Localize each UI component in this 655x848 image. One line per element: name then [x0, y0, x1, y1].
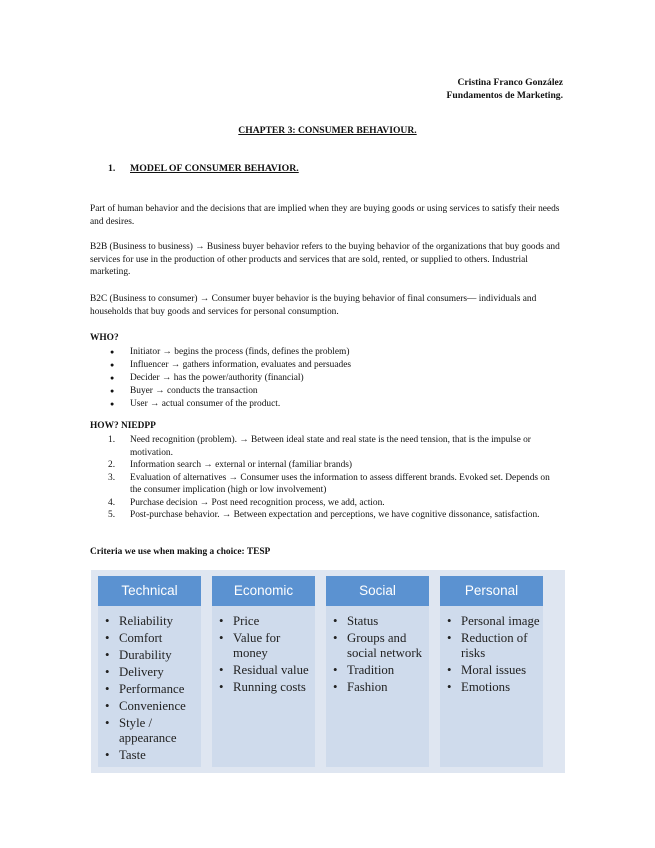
list-item: • Style / appearance — [98, 716, 201, 746]
list-item: • Fashion — [326, 680, 429, 695]
column-list — [98, 606, 201, 763]
list-item: • Status — [326, 614, 429, 629]
course-name: Fundamentos de Marketing. — [446, 90, 563, 101]
item-number: 2. — [108, 460, 116, 470]
list-item: • Delivery — [98, 665, 201, 680]
list-item — [108, 434, 553, 459]
item-text: Need recognition (problem). → Between ideal state and real state is the need tension, that is the impulse or motivation. — [130, 435, 531, 458]
item-text: Purchase decision → Post need recognition process, we add, action. — [130, 497, 385, 508]
document-header — [447, 76, 563, 102]
list-item: • Residual value — [212, 663, 315, 678]
list-item: • Value for money — [212, 631, 315, 661]
list-item: • Moral issues — [440, 663, 543, 678]
section-number: 1. — [108, 163, 116, 174]
list-item: • Reduction of risks — [440, 631, 543, 661]
list-item: ● User → actual consumer of the product. — [108, 398, 351, 411]
item-text: Information search → external or internal (familiar brands) — [130, 460, 353, 470]
list-item: • Durability — [98, 648, 201, 663]
item-text: Post-purchase behavior. → Between expectation and perceptions, we have cognitive dissonance, satisfaction. — [130, 510, 540, 520]
list-item: • Running costs — [212, 680, 315, 695]
list-item: ● Influencer → gathers information, evaluates and persuades — [108, 359, 351, 372]
list-item: • Performance — [98, 682, 201, 697]
list-item: ● Buyer → conducts the transaction — [108, 385, 351, 398]
list-item: • Reliability — [98, 614, 201, 629]
item-number: 3. — [108, 472, 116, 483]
column-list — [326, 606, 429, 695]
column-header: Economic — [212, 576, 315, 606]
list-item — [108, 497, 553, 510]
criteria-heading: Criteria we use when making a choice: TESP — [90, 547, 271, 557]
item-number: 1. — [108, 435, 116, 445]
list-item: • Tradition — [326, 663, 429, 678]
author-name: Cristina Franco González — [457, 77, 563, 88]
how-heading: HOW? NIEDPP — [90, 421, 156, 431]
b2c-paragraph: B2C (Business to consumer) → Consumer buyer behavior is the buying behavior of final consumers— individuals and households that buy goods and services for personal consumption. — [90, 294, 537, 317]
item-number: 5. — [108, 510, 116, 520]
column-header: Personal — [440, 576, 543, 606]
how-list — [108, 434, 553, 522]
list-item — [108, 472, 553, 497]
column-header: Social — [326, 576, 429, 606]
section-heading — [108, 163, 299, 174]
who-list — [108, 346, 351, 411]
list-item: • Convenience — [98, 699, 201, 714]
list-item: • Personal image — [440, 614, 543, 629]
list-item: • Comfort — [98, 631, 201, 646]
list-item — [108, 459, 553, 472]
item-number: 4. — [108, 497, 116, 508]
column-list — [212, 606, 315, 695]
column-list — [440, 606, 543, 695]
intro-paragraph: Part of human behavior and the decisions that are implied when they are buying goods or using services to satisfy their needs and desires. — [90, 204, 560, 227]
list-item: • Price — [212, 614, 315, 629]
list-item: • Emotions — [440, 680, 543, 695]
column-social — [326, 576, 429, 767]
column-personal — [440, 576, 543, 767]
list-item: • Groups and social network — [326, 631, 429, 661]
item-text: Evaluation of alternatives → Consumer uses the information to assess different brands. Evoked set. Depends on the consumer implication (high or low involvement) — [130, 472, 550, 495]
chapter-title: CHAPTER 3: CONSUMER BEHAVIOUR. — [238, 125, 417, 136]
list-item: ● Initiator → begins the process (finds, defines the problem) — [108, 346, 351, 359]
list-item: • Taste — [98, 748, 201, 763]
section-title: MODEL OF CONSUMER BEHAVIOR. — [130, 163, 299, 174]
list-item: ● Decider → has the power/authority (financial) — [108, 372, 351, 385]
list-item — [108, 509, 553, 522]
b2b-paragraph: B2B (Business to business) → Business buyer behavior refers to the buying behavior of the organizations that buy goods and services for use in the production of other products and services that are sold, rented, or supplied to others. Industrial marketing. — [90, 242, 560, 278]
who-heading: WHO? — [90, 333, 119, 343]
column-technical — [98, 576, 201, 767]
tesp-diagram — [91, 570, 565, 773]
column-economic — [212, 576, 315, 767]
column-header: Technical — [98, 576, 201, 606]
